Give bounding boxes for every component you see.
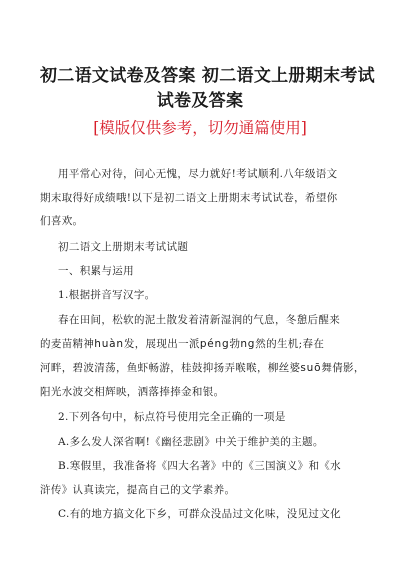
pinyin-blank: huàn: [94, 338, 124, 350]
option-c: C.有的地方搞文化下乡，可群众没品过文化味，没见过文化: [58, 508, 341, 520]
passage-text: 河畔，碧波清荡，鱼虾畅游，桂鼓抑扬弄喉喉，柳丝婆: [40, 362, 301, 374]
section-heading: 一、积累与运用: [58, 265, 134, 277]
intro-line-2: 期末取得好成绩哦!以下是初二语文上册期末考试试卷，希望你: [40, 192, 338, 204]
option-b-line-2: 浒传》认真读完，提高自己的文学素养。: [40, 484, 236, 496]
pinyin-blank: suō: [300, 362, 322, 374]
intro-line-1: 用平常心对待，问心无愧，尽力就好!考试顺利.八年级语文: [58, 168, 338, 180]
doc-title-line-2: 试卷及答案: [156, 91, 244, 111]
passage-line-4: 阳光水波交相辉映，洒落捧捧金和银。: [40, 386, 225, 398]
option-a: A.多么发人深省啊!《幽径悲剧》中关于维护美的主题。: [58, 436, 324, 448]
exam-title: 初二语文上册期末考试试题: [58, 241, 189, 253]
passage-line-3: [40, 361, 365, 375]
intro-line-3: 们喜欢。: [40, 215, 84, 227]
passage-text: 然的生机;春在: [255, 338, 325, 350]
question-1: 1.根据拼音写汉字。: [58, 289, 156, 301]
pinyin-blank: ng: [240, 338, 256, 350]
doc-title-line-1: 初二语文试卷及答案 初二语文上册期末考试: [40, 66, 375, 86]
template-notice: [模版仅供参考，切勿通篇使用]: [93, 119, 307, 137]
passage-text: 的麦苗精神: [40, 338, 95, 350]
passage-text: 勃: [229, 338, 241, 350]
passage-text: 舞倩影，: [321, 362, 365, 374]
passage-text: 发，展现出一派: [123, 338, 200, 350]
pinyin-blank: péng: [199, 338, 230, 350]
passage-line-1: 春在田间，松软的泥土散发着清新湿润的气息，冬憩后醒来: [58, 314, 341, 326]
option-b-line-1: B.寒假里，我准备将《四大名著》中的《三国演义》和《水: [58, 460, 342, 472]
passage-line-2: [40, 337, 324, 351]
question-2: 2.下列各句中，标点符号使用完全正确的一项是: [58, 411, 286, 423]
